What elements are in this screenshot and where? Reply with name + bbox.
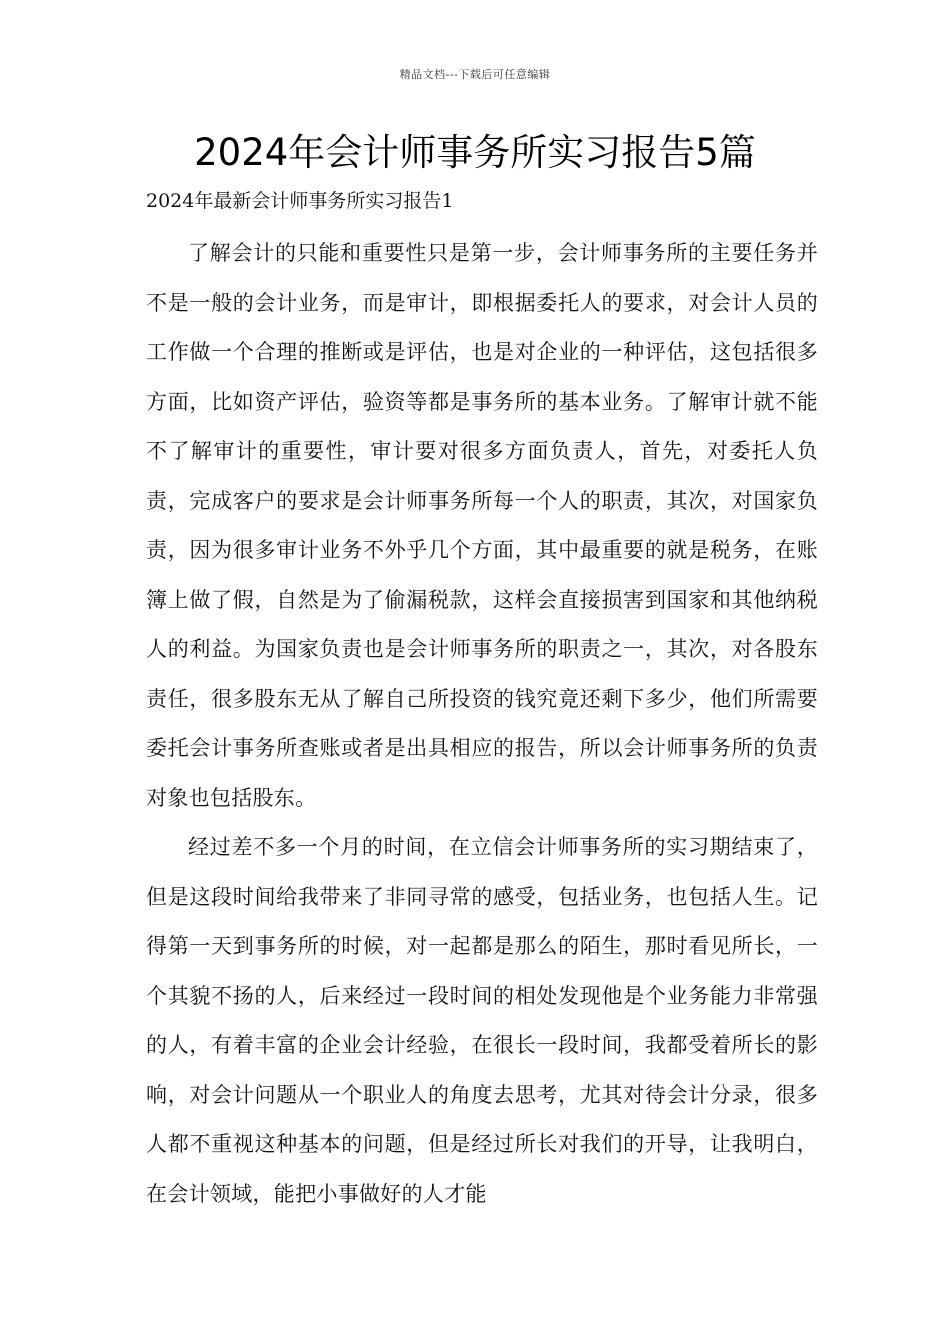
paragraph-1: 了解会计的只能和重要性只是第一步，会计师事务所的主要任务并不是一般的会计业务，而是审计，即根据委托人的要求，对会计人员的工作做一个合理的推断或是评估，也是对企业的一种评估，这包括很多方面，比如资产评估，验资等都是事务所的基本业务。了解审计就不能不了解审计的重要性，审计要对很多方面负责人，首先，对委托人负责，完成客户的要求是会计师事务所每一个人的职责，其次，对国家负责，因为很多审计业务不外乎几个方面，其中最重要的就是税务，在账簿上做了假，自然是为了偷漏税款，这样会直接损害到国家和其他纳税人的利益。为国家负责也是会计师事务所的职责之一，其次，对各股东责任，很多股东无从了解自己所投资的钱究竟还剩下多少，他们所需要委托会计事务所查账或者是出具相应的报告，所以会计师事务所的负责对象也包括股东。 bbox=[146, 241, 818, 810]
document-title: 2024年会计师事务所实习报告5篇 bbox=[194, 131, 756, 174]
paragraph-2: 经过差不多一个月的时间，在立信会计师事务所的实习期结束了，但是这段时间给我带来了非同寻常的感受，包括业务，也包括人生。记得第一天到事务所的时候，对一起都是那么的陌生，那时看见所长，一个其貌不扬的人，后来经过一段时间的相处发现他是个业务能力非常强的人，有着丰富的企业会计经验，在很长一段时间，我都受着所长的影响，对会计问题从一个职业人的角度去思考，尤其对待会计分录，很多人都不重视这种基本的问题，但是经过所长对我们的开导，让我明白，在会计领域，能把小事做好的人才能 bbox=[146, 835, 818, 1206]
page-header: 精品文档---下载后可任意编辑 bbox=[399, 68, 551, 81]
document-body bbox=[146, 229, 818, 1219]
document-subtitle: 2024年最新会计师事务所实习报告1 bbox=[146, 190, 454, 212]
